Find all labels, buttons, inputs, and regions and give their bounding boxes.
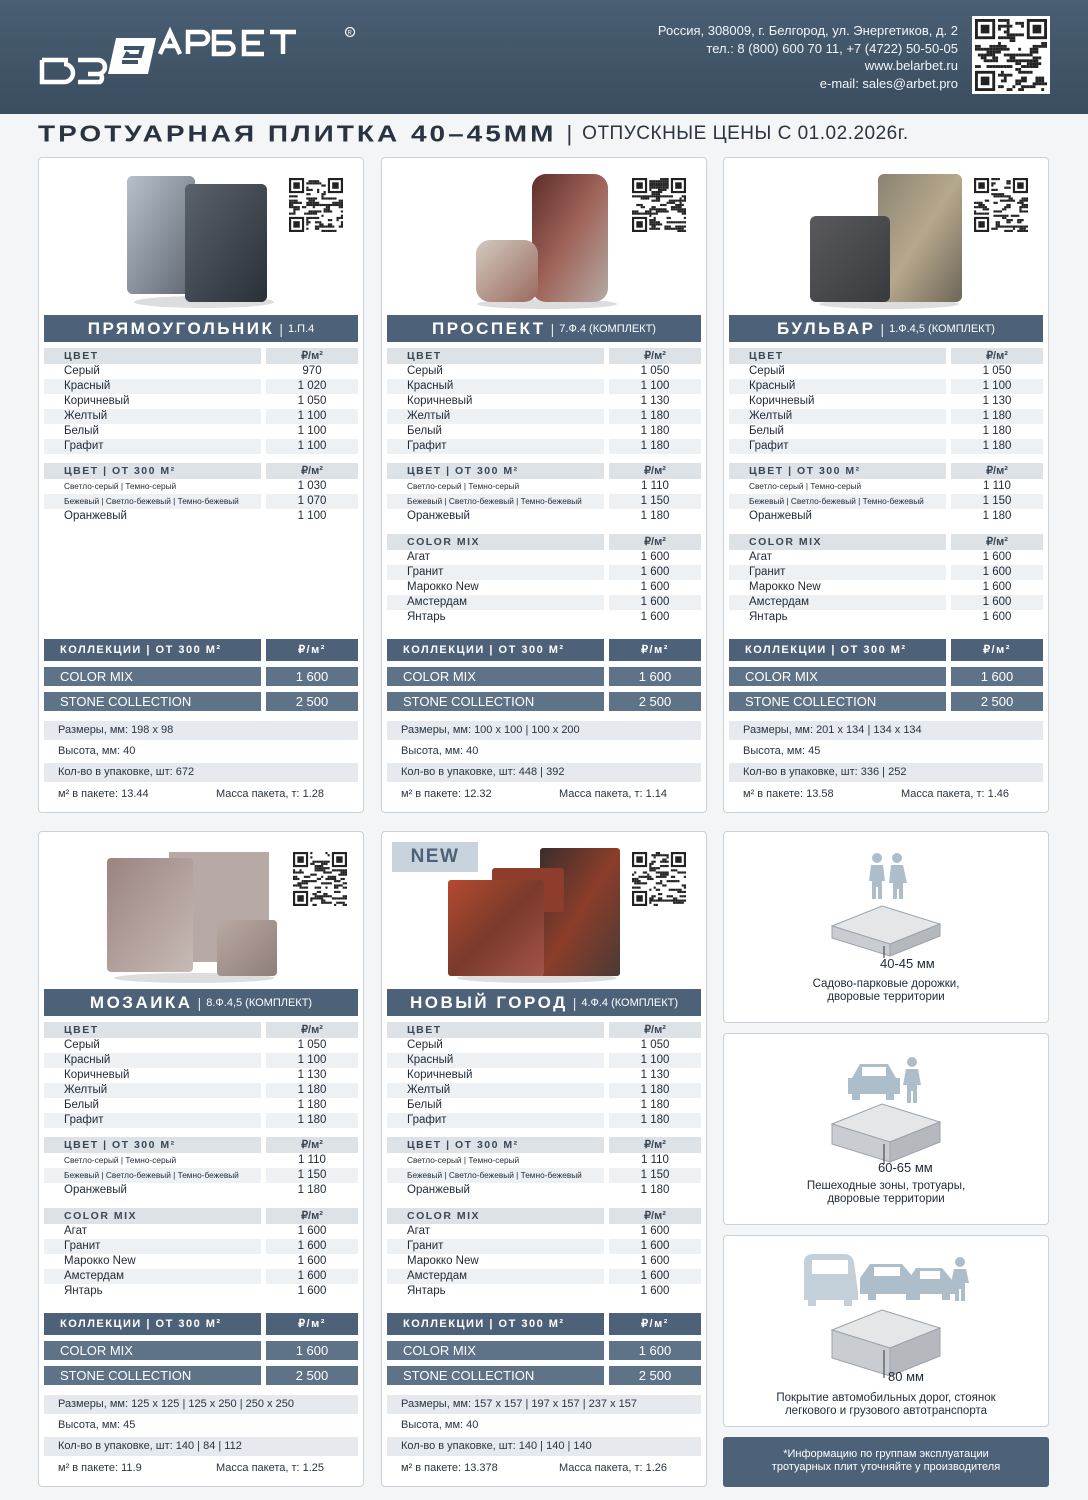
- color-mix-table: COLOR MIX ₽/м² Агат 1 600 Гранит 1 600 Марокко New 1 600 Амстердам 1 600 Янтарь 1 600: [387, 1208, 701, 1299]
- collections-header: КОЛЛЕКЦИИ | ОТ 300 М² ₽/м²: [44, 639, 358, 661]
- table-row: Белый 1 180: [407, 1099, 670, 1111]
- spec-mass: Масса пакета, т: 1.14: [559, 788, 668, 800]
- table-row: Красный 1 100: [729, 379, 1043, 394]
- zone-thickness: 40-45 мм: [880, 956, 935, 971]
- color-price-table: [729, 348, 1043, 454]
- table-row: Графит 1 180: [387, 1113, 701, 1128]
- zone-label-2: дворовые территории: [827, 1193, 945, 1205]
- collection-row: COLOR MIX 1 600: [729, 667, 1043, 686]
- table-row: Белый 1 180: [407, 425, 670, 437]
- collection-row: COLOR MIX 1 600: [44, 667, 358, 686]
- zone-thickness: 60-65 мм: [878, 1160, 933, 1175]
- email-link[interactable]: e-mail: sales@arbet.pro: [819, 75, 958, 91]
- zone-label-1: Садово-парковые дорожки,: [812, 978, 960, 990]
- usage-zone-card: [723, 1235, 1049, 1427]
- collection-row: COLOR MIX 1 600: [387, 1341, 701, 1360]
- table-row: Оранжевый 1 100: [64, 510, 327, 522]
- table-row: Желтый 1 100: [44, 409, 358, 424]
- product-card: [38, 157, 364, 813]
- table-row: Агат 1 600: [407, 1225, 670, 1237]
- table-row: Светло-серый | Темно-серый 1 110: [749, 480, 1011, 492]
- title-main: ТРОТУАРНАЯ ПЛИТКА 40–45ММ: [38, 120, 557, 147]
- table-row: Коричневый 1 130: [407, 395, 670, 407]
- table-row: Светло-серый | Темно-серый 1 030: [64, 480, 327, 492]
- spec-sizes: Размеры, мм: 201 x 134 | 134 x 134: [729, 721, 1043, 740]
- table-row: Агат 1 600: [749, 551, 1012, 563]
- col-price-unit: ₽/м²: [951, 348, 1043, 364]
- product-card: [381, 157, 707, 813]
- table-row: Бежевый | Светло-бежевый | Темно-бежевый 1 150: [44, 1168, 358, 1183]
- product-name-bar: МОЗАИКА | 8.Ф.4,5 (КОМПЛЕКТ): [44, 989, 358, 1016]
- table-row: Графит 1 180: [729, 439, 1043, 454]
- from300-price-table: ЦВЕТ | ОТ 300 М² ₽/м² Светло-серый | Темно-серый 1 110 Бежевый | Светло-бежевый | Темно-бежевый 1 150 Оранжевый 1 180: [44, 1137, 358, 1198]
- tile-image: [804, 170, 974, 315]
- table-row: Желтый 1 180: [387, 409, 701, 424]
- collection-row: COLOR MIX 1 600: [387, 667, 701, 686]
- spec-m2: м² в пакете: 13.44: [58, 788, 149, 800]
- car-pedestrian-icon: [848, 1056, 928, 1104]
- qr-code-icon[interactable]: [972, 176, 1030, 234]
- col-color: ЦВЕТ: [387, 348, 604, 364]
- table-row: Амстердам 1 600: [387, 1269, 701, 1284]
- zone-label-1: Пешеходные зоны, тротуары,: [806, 1180, 966, 1192]
- table-row: Янтарь 1 600: [407, 611, 670, 623]
- collection-row: STONE COLLECTION 2 500: [387, 1366, 701, 1385]
- table-row: Желтый 1 180: [729, 409, 1043, 424]
- spec-pack: [729, 785, 1043, 804]
- col-price-unit: ₽/м²: [266, 1022, 358, 1038]
- color-price-table: [44, 348, 358, 454]
- table-row: Гранит 1 600: [44, 1239, 358, 1254]
- product-name-bar: НОВЫЙ ГОРОД | 4.Ф.4 (КОМПЛЕКТ): [387, 989, 701, 1016]
- from300-price-table: ЦВЕТ | ОТ 300 М² ₽/м² Светло-серый | Темно-серый 1 110 Бежевый | Светло-бежевый | Темно-бежевый 1 150 Оранжевый 1 180: [729, 463, 1043, 524]
- from300-price-table: ЦВЕТ | ОТ 300 М² ₽/м² Светло-серый | Темно-серый 1 030 Бежевый | Светло-бежевый | Темно-бежевый 1 070 Оранжевый 1 100: [44, 463, 358, 524]
- table-row: Гранит 1 600: [729, 565, 1043, 580]
- product-name: НОВЫЙ ГОРОД: [409, 992, 568, 1012]
- qr-code-icon[interactable]: [291, 850, 349, 908]
- col-color: ЦВЕТ: [729, 348, 946, 364]
- spec-height: Высота, мм: 40: [58, 745, 136, 757]
- table-row: Агат 1 600: [64, 1225, 327, 1237]
- product-code: 1.П.4: [288, 322, 315, 335]
- table-row: Коричневый 1 050: [64, 395, 327, 407]
- spec-mass: Масса пакета, т: 1.26: [559, 1462, 668, 1474]
- spec-mass: Масса пакета, т: 1.25: [216, 1462, 325, 1474]
- product-code: 4.Ф.4 (КОМПЛЕКТ): [581, 996, 679, 1009]
- table-row: Амстердам 1 600: [44, 1269, 358, 1284]
- collections-header: КОЛЛЕКЦИИ | ОТ 300 М² ₽/м²: [729, 639, 1043, 661]
- table-row: Графит 1 100: [44, 439, 358, 454]
- color-price-table: [387, 1022, 701, 1128]
- new-badge: NEW: [392, 842, 478, 872]
- table-row: Гранит 1 600: [387, 565, 701, 580]
- spec-mass: Масса пакета, т: 1.46: [901, 788, 1010, 800]
- spec-m2: м² в пакете: 11.9: [58, 1462, 142, 1474]
- collections-header: КОЛЛЕКЦИИ | ОТ 300 М² ₽/м²: [387, 1313, 701, 1335]
- qr-code-icon[interactable]: [630, 176, 688, 234]
- table-row: Бежевый | Светло-бежевый | Темно-бежевый 1 070: [44, 494, 358, 509]
- collection-row: STONE COLLECTION 2 500: [44, 1366, 358, 1385]
- qr-code-icon[interactable]: [287, 176, 345, 234]
- table-row: Серый 1 050: [407, 365, 670, 377]
- spec-sizes: Размеры, мм: 157 x 157 | 197 x 157 | 237 x 157: [387, 1395, 701, 1414]
- table-row: Оранжевый 1 180: [407, 510, 670, 522]
- from300-price-table: ЦВЕТ | ОТ 300 М² ₽/м² Светло-серый | Темно-серый 1 110 Бежевый | Светло-бежевый | Темно-бежевый 1 150 Оранжевый 1 180: [387, 1137, 701, 1198]
- product-card: [38, 831, 364, 1487]
- col-color: ЦВЕТ: [44, 1022, 261, 1038]
- usage-zone-card: [723, 831, 1049, 1023]
- table-row: Янтарь 1 600: [64, 1285, 327, 1297]
- table-row: Амстердам 1 600: [729, 595, 1043, 610]
- trucks-cars-icon: [800, 1252, 970, 1308]
- table-row: Графит 1 180: [44, 1113, 358, 1128]
- spec-pack: [387, 1459, 701, 1478]
- spec-pack: [44, 785, 358, 804]
- table-row: Марокко New 1 600: [407, 581, 670, 593]
- page-title: [38, 116, 1068, 152]
- phones[interactable]: тел.: 8 (800) 600 70 11, +7 (4722) 50-50-05: [706, 40, 958, 56]
- zone-label-2: легкового и грузового автотранспорта: [784, 1405, 988, 1417]
- table-row: Красный 1 100: [387, 379, 701, 394]
- table-row: Коричневый 1 130: [749, 395, 1012, 407]
- table-row: Серый 1 050: [64, 1039, 327, 1051]
- spec-height: Высота, мм: 45: [743, 745, 821, 757]
- collection-row: STONE COLLECTION 2 500: [44, 692, 358, 711]
- table-row: Серый 1 050: [407, 1039, 670, 1051]
- spec-m2: м² в пакете: 13.58: [743, 788, 834, 800]
- table-row: Бежевый | Светло-бежевый | Темно-бежевый 1 150: [729, 494, 1043, 509]
- spec-sizes: Размеры, мм: 125 x 125 | 125 x 250 | 250 x 250: [44, 1395, 358, 1414]
- tile-slab-icon: [830, 1100, 942, 1166]
- product-name: ПРОСПЕКТ: [432, 318, 546, 338]
- table-row: Красный 1 020: [44, 379, 358, 394]
- table-row: Бежевый | Светло-бежевый | Темно-бежевый 1 150: [387, 1168, 701, 1183]
- table-row: Желтый 1 180: [44, 1083, 358, 1098]
- company-logo: [38, 26, 368, 86]
- spec-pack: [44, 1459, 358, 1478]
- note-line-1: *Информацию по группам эксплуатации: [783, 1448, 989, 1460]
- collection-row: STONE COLLECTION 2 500: [387, 692, 701, 711]
- title-separator: |: [566, 121, 573, 146]
- table-row: Белый 1 180: [64, 1099, 327, 1111]
- from300-price-table: ЦВЕТ | ОТ 300 М² ₽/м² Светло-серый | Темно-серый 1 110 Бежевый | Светло-бежевый | Темно-бежевый 1 150 Оранжевый 1 180: [387, 463, 701, 524]
- table-row: Коричневый 1 130: [407, 1069, 670, 1081]
- svg-text:R: R: [347, 30, 352, 37]
- note-line-2: тротуарных плит уточняйте у производителя: [771, 1461, 1001, 1473]
- website-link[interactable]: www.belarbet.ru: [864, 58, 958, 73]
- spec-pack-qty: Кол-во в упаковке, шт: 336 | 252: [729, 763, 1043, 782]
- header-banner: [0, 0, 1088, 114]
- zone-label-1: Покрытие автомобильных дорог, стоянок: [776, 1392, 996, 1404]
- spec-pack-qty: Кол-во в упаковке, шт: 140 | 140 | 140: [387, 1437, 701, 1456]
- table-row: Агат 1 600: [407, 551, 670, 563]
- product-code: 1.Ф.4,5 (КОМПЛЕКТ): [889, 322, 995, 335]
- table-row: Амстердам 1 600: [387, 595, 701, 610]
- color-price-table: [387, 348, 701, 454]
- usage-zone-card: [723, 1033, 1049, 1225]
- title-subtitle: ОТПУСКНЫЕ ЦЕНЫ С 01.02.2026г.: [582, 123, 909, 144]
- spec-height: Высота, мм: 40: [401, 745, 479, 757]
- table-row: Серый 970: [64, 365, 322, 377]
- tile-image: [119, 170, 289, 315]
- contacts-block: [658, 22, 958, 92]
- table-row: Красный 1 100: [44, 1053, 358, 1068]
- product-name-bar: ПРОСПЕКТ | 7.Ф.4 (КОМПЛЕКТ): [387, 315, 701, 342]
- col-price-unit: ₽/м²: [266, 348, 358, 364]
- table-row: Бежевый | Светло-бежевый | Темно-бежевый 1 150: [387, 494, 701, 509]
- product-name: МОЗАИКА: [89, 992, 193, 1012]
- spec-pack-qty: Кол-во в упаковке, шт: 140 | 84 | 112: [44, 1437, 358, 1456]
- color-mix-table: COLOR MIX ₽/м² Агат 1 600 Гранит 1 600 Марокко New 1 600 Амстердам 1 600 Янтарь 1 600: [44, 1208, 358, 1299]
- qr-code-icon[interactable]: [630, 850, 688, 908]
- spec-pack-qty: Кол-во в упаковке, шт: 448 | 392: [387, 763, 701, 782]
- tile-slab-icon: [830, 902, 942, 960]
- address: Россия, 308009, г. Белгород, ул. Энергетиков, д. 2: [657, 23, 958, 38]
- product-card: [381, 831, 707, 1487]
- table-row: Серый 1 050: [749, 365, 1012, 377]
- table-row: Белый 1 100: [64, 425, 327, 437]
- disclaimer-note: [723, 1437, 1049, 1487]
- color-mix-table: COLOR MIX ₽/м² Агат 1 600 Гранит 1 600 Марокко New 1 600 Амстердам 1 600 Янтарь 1 600: [387, 534, 701, 625]
- col-color: ЦВЕТ: [44, 348, 261, 364]
- tile-slab-icon: [830, 1306, 942, 1380]
- collections-header: КОЛЛЕКЦИИ | ОТ 300 М² ₽/м²: [44, 1313, 358, 1335]
- table-row: Светло-серый | Темно-серый 1 110: [64, 1154, 326, 1166]
- table-row: Светло-серый | Темно-серый 1 110: [407, 1154, 669, 1166]
- qr-code-icon[interactable]: [972, 16, 1050, 94]
- zone-label-2: дворовые территории: [827, 991, 945, 1003]
- product-name-bar: БУЛЬВАР | 1.Ф.4,5 (КОМПЛЕКТ): [729, 315, 1043, 342]
- col-color: ЦВЕТ: [387, 1022, 604, 1038]
- product-name-bar: ПРЯМОУГОЛЬНИК | 1.П.4: [44, 315, 358, 342]
- collections-header: КОЛЛЕКЦИИ | ОТ 300 М² ₽/м²: [387, 639, 701, 661]
- table-row: Марокко New 1 600: [64, 1255, 327, 1267]
- product-name: БУЛЬВАР: [777, 318, 876, 338]
- spec-pack: [387, 785, 701, 804]
- product-code: 7.Ф.4 (КОМПЛЕКТ): [559, 322, 656, 335]
- table-row: Желтый 1 180: [387, 1083, 701, 1098]
- table-row: Гранит 1 600: [387, 1239, 701, 1254]
- collection-row: STONE COLLECTION 2 500: [729, 692, 1043, 711]
- tile-image: [442, 844, 632, 989]
- spec-m2: м² в пакете: 13.378: [401, 1462, 498, 1474]
- table-row: Графит 1 180: [387, 439, 701, 454]
- spec-sizes: Размеры, мм: 100 x 100 | 100 x 200: [387, 721, 701, 740]
- product-name: ПРЯМОУГОЛЬНИК: [87, 318, 275, 338]
- table-row: Янтарь 1 600: [407, 1285, 670, 1297]
- tile-image: [462, 170, 632, 315]
- color-mix-table: COLOR MIX ₽/м² Агат 1 600 Гранит 1 600 Марокко New 1 600 Амстердам 1 600 Янтарь 1 600: [729, 534, 1043, 625]
- col-price-unit: ₽/м²: [609, 348, 701, 364]
- spec-pack-qty: Кол-во в упаковке, шт: 672: [44, 763, 358, 782]
- table-row: Оранжевый 1 180: [407, 1184, 670, 1196]
- zone-thickness: 80 мм: [888, 1369, 924, 1384]
- collection-row: COLOR MIX 1 600: [44, 1341, 358, 1360]
- product-code: 8.Ф.4,5 (КОМПЛЕКТ): [206, 996, 313, 1009]
- table-row: Красный 1 100: [387, 1053, 701, 1068]
- table-row: Белый 1 180: [749, 425, 1012, 437]
- pedestrians-icon: [862, 852, 912, 900]
- table-row: Светло-серый | Темно-серый 1 110: [407, 480, 669, 492]
- spec-mass: Масса пакета, т: 1.28: [216, 788, 325, 800]
- col-price-unit: ₽/м²: [609, 1022, 701, 1038]
- table-row: Коричневый 1 130: [64, 1069, 327, 1081]
- table-row: Янтарь 1 600: [749, 611, 1012, 623]
- table-row: Марокко New 1 600: [749, 581, 1012, 593]
- color-price-table: [44, 1022, 358, 1128]
- spec-height: Высота, мм: 45: [58, 1419, 136, 1431]
- spec-m2: м² в пакете: 12.32: [401, 788, 492, 800]
- spec-height: Высота, мм: 40: [401, 1419, 479, 1431]
- spec-sizes: Размеры, мм: 198 x 98: [44, 721, 358, 740]
- table-row: Марокко New 1 600: [407, 1255, 670, 1267]
- product-card: [723, 157, 1049, 813]
- table-row: Оранжевый 1 180: [64, 1184, 327, 1196]
- tile-image: [99, 844, 289, 989]
- table-row: Оранжевый 1 180: [749, 510, 1012, 522]
